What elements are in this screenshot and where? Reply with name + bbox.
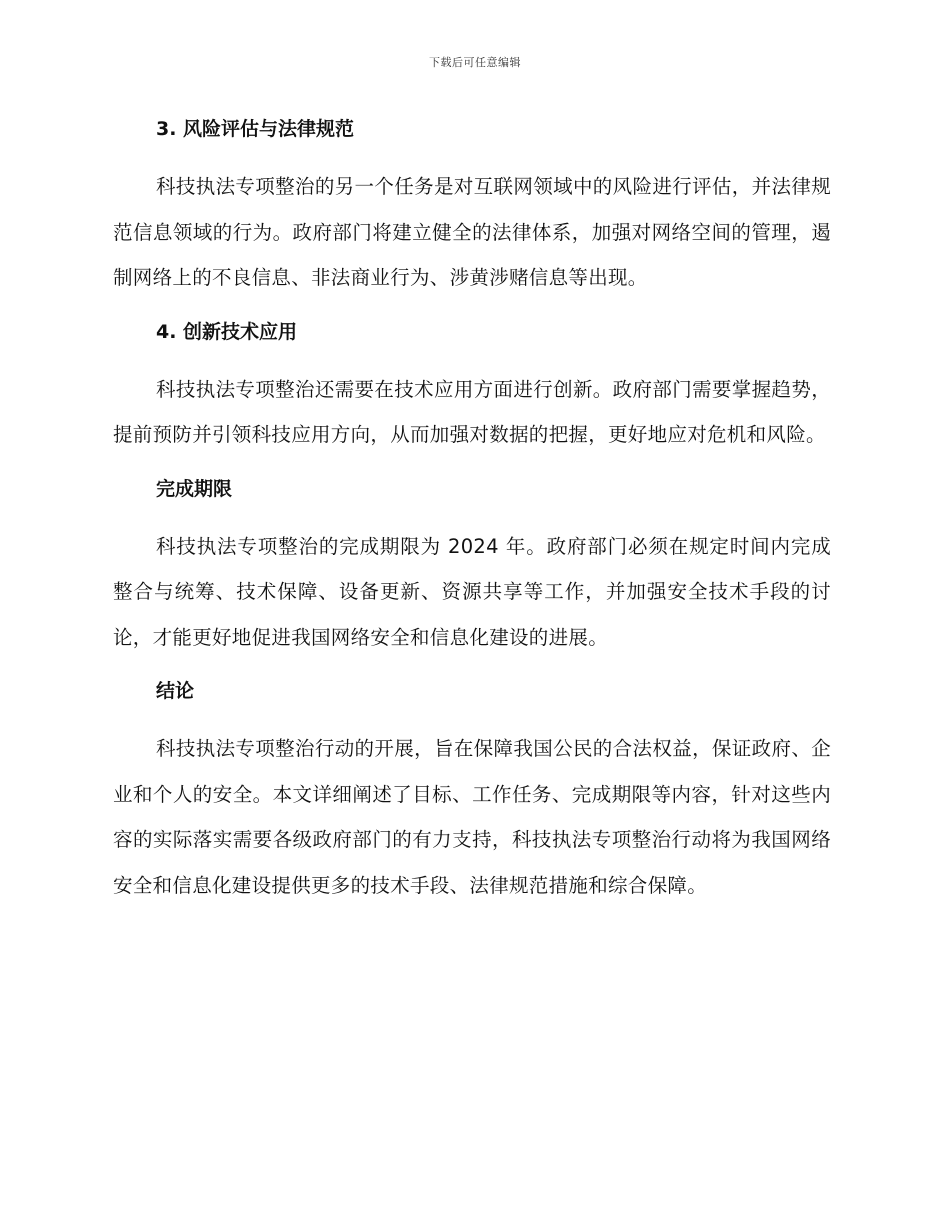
- section-heading-deadline: 完成期限: [156, 477, 233, 500]
- section-heading-conclusion: 结论: [156, 680, 195, 702]
- section-heading-risk-assessment: 3. 风险评估与法律规范: [156, 118, 355, 140]
- document-body: [113, 112, 831, 908]
- header-note: 下载后可任意编辑: [429, 56, 521, 69]
- section-paragraph-innovation: 科技执法专项整治还需要在技术应用方面进行创新。政府部门需要掌握趋势，提前预防并引领科技应用方向，从而加强对数据的把握，更好地应对危机和风险。: [113, 377, 831, 446]
- section-paragraph-conclusion: 科技执法专项整治行动的开展，旨在保障我国公民的合法权益，保证政府、企业和个人的安全。本文详细阐述了目标、工作任务、完成期限等内容，针对这些内容的实际落实需要各级政府部门的有力支持，科技执法专项整治行动将为我国网络安全和信息化建设提供更多的技术手段、法律规范措施和综合保障。: [113, 737, 831, 897]
- section-heading-innovation: 4. 创新技术应用: [156, 320, 298, 343]
- section-paragraph-deadline: 科技执法专项整治的完成期限为 2024 年。政府部门必须在规定时间内完成整合与统筹、技术保障、设备更新、资源共享等工作，并加强安全技术手段的讨论，才能更好地促进我国网络安全和信息化建设的进展。: [113, 534, 831, 649]
- section-paragraph-risk-assessment: 科技执法专项整治的另一个任务是对互联网领域中的风险进行评估，并法律规范信息领域的行为。政府部门将建立健全的法律体系，加强对网络空间的管理，遏制网络上的不良信息、非法商业行为、涉黄涉赌信息等出现。: [113, 175, 831, 289]
